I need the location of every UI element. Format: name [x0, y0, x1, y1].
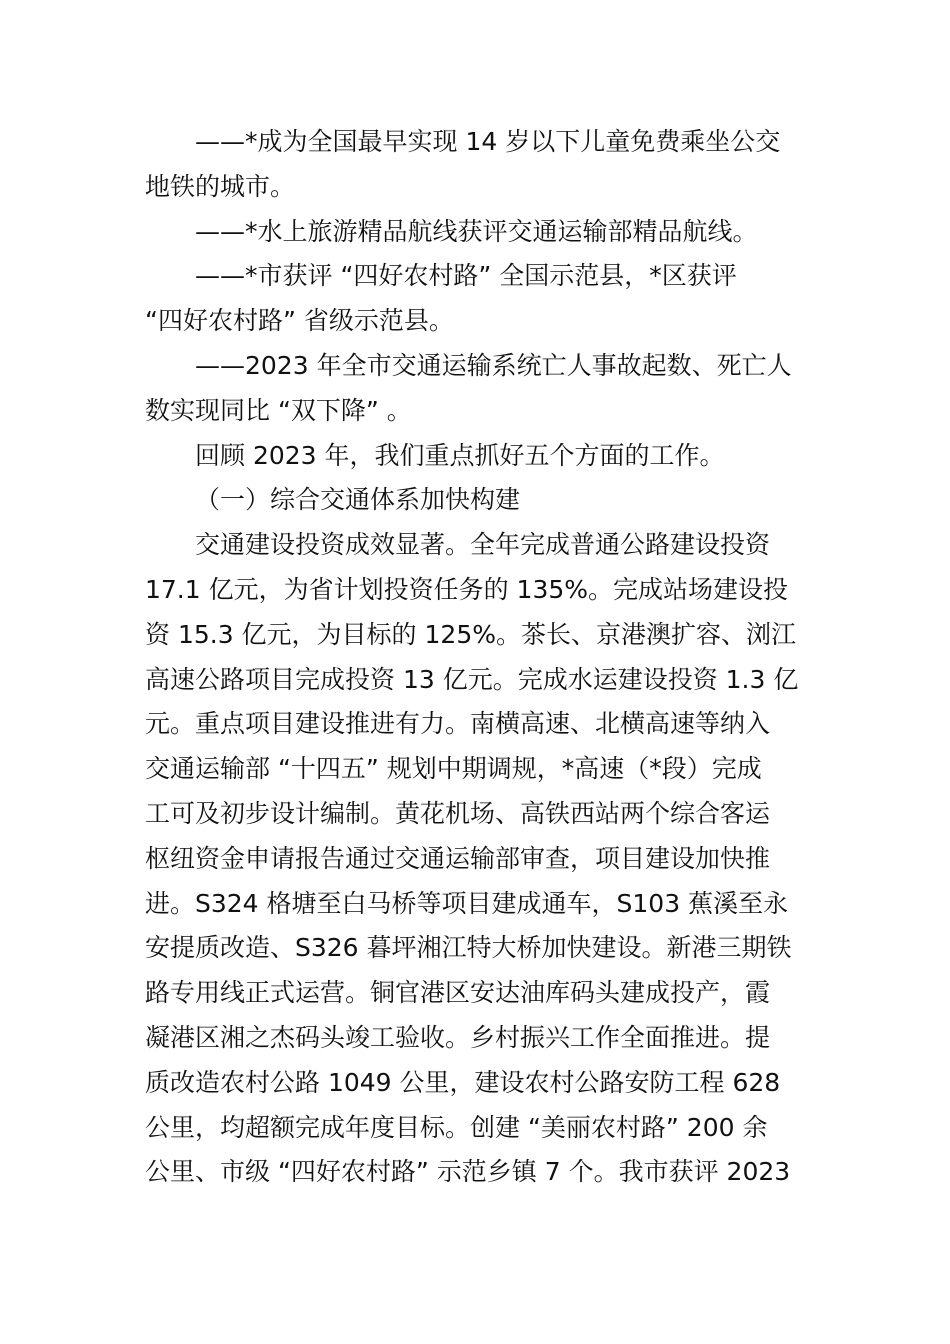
text-line: 公里、市级 “四好农村路” 示范乡镇 7 个。我市获评 2023	[145, 1157, 791, 1187]
text-line: 枢纽资金申请报告通过交通运输部审查，项目建设加快推	[145, 843, 771, 873]
document-body	[145, 120, 805, 1195]
text-line: （一）综合交通体系加快构建	[195, 485, 521, 515]
paragraph-investment-results	[145, 523, 805, 1195]
text-line: ——*市获评 “四好农村路” 全国示范县，*区获评	[195, 261, 737, 291]
text-line: 安提质改造、S326 暮坪湘江特大桥加快建设。新港三期铁	[145, 933, 792, 963]
text-line: ——2023 年全市交通运输系统亡人事故起数、死亡人	[195, 350, 792, 380]
text-line: 质改造农村公路 1049 公里，建设农村公路安防工程 628	[145, 1067, 781, 1097]
paragraph-four-good-rural-roads	[145, 254, 805, 344]
text-line: 回顾 2023 年，我们重点抓好五个方面的工作。	[195, 440, 725, 470]
text-line: 17.1 亿元，为省计划投资任务的 135%。完成站场建设投	[145, 574, 789, 604]
text-line: “四好农村路” 省级示范县。	[145, 306, 454, 336]
text-line: ——*水上旅游精品航线获评交通运输部精品航线。	[195, 216, 758, 246]
text-line: 凝港区湘之杰码头竣工验收。乡村振兴工作全面推进。提	[145, 1022, 771, 1052]
text-line: 进。S324 格塘至白马桥等项目建成通车，S103 蕉溪至永	[145, 888, 789, 918]
section-heading-1	[145, 478, 805, 523]
text-line: 元。重点项目建设推进有力。南横高速、北横高速等纳入	[145, 709, 771, 739]
text-line: 路专用线正式运营。铜官港区安达油库码头建成投产，霞	[145, 978, 771, 1008]
paragraph-water-tourism-route	[145, 210, 805, 255]
text-line: 公里，均超额完成年度目标。创建 “美丽农村路” 200 余	[145, 1112, 768, 1142]
text-line: 数实现同比 “双下降” 。	[145, 395, 412, 425]
text-line: 高速公路项目完成投资 13 亿元。完成水运建设投资 1.3 亿	[145, 664, 799, 694]
text-line: 工可及初步设计编制。黄花机场、高铁西站两个综合客运	[145, 798, 771, 828]
paragraph-children-free-transit	[145, 120, 805, 210]
text-line: 交通运输部 “十四五” 规划中期调规，*高速（*段）完成	[145, 754, 762, 784]
text-line: 地铁的城市。	[145, 171, 296, 201]
text-line: ——*成为全国最早实现 14 岁以下儿童免费乘坐公交	[195, 127, 781, 156]
paragraph-safety-double-decline	[145, 344, 805, 434]
paragraph-review-2023	[145, 434, 805, 479]
text-line: 资 15.3 亿元，为目标的 125%。茶长、京港澳扩容、浏江	[145, 619, 796, 649]
text-line: 交通建设投资成效显著。全年完成普通公路建设投资	[195, 530, 771, 560]
